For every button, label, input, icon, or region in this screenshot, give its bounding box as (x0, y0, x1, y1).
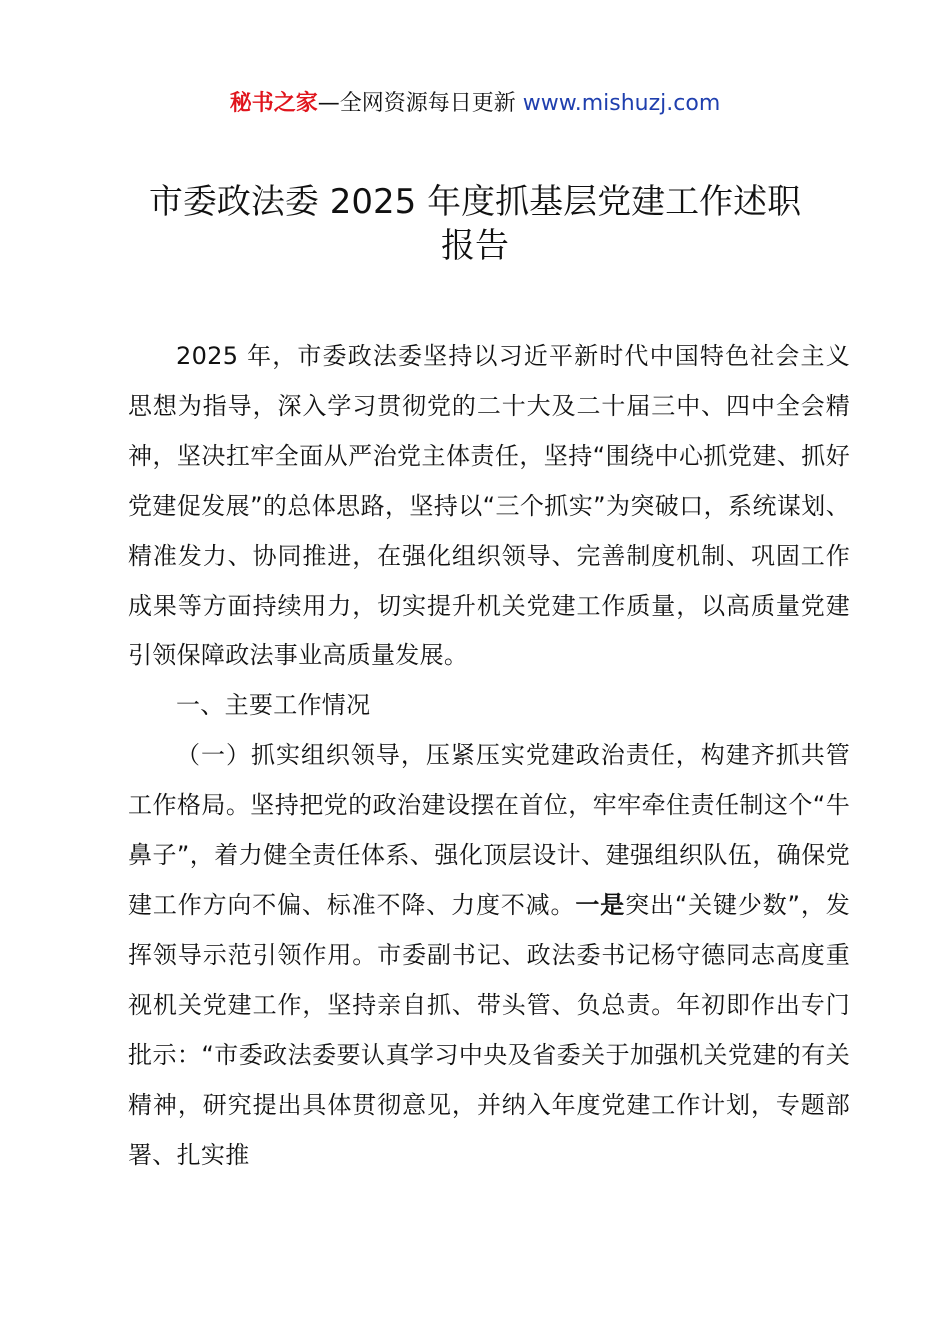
subsection-text: （一）抓实组织领导，压紧压实党建政治责任，构建齐抓共管工作格局。坚持把党的政治建设摆在首位，牢牢牵住责任制这个“牛鼻子”，着力健全责任体系、强化顶层设计、建强组织队伍，确保党建工作方向不偏、标准不降、力度不减。 (128, 741, 850, 919)
title-line-2: 报告 (441, 226, 509, 266)
intro-paragraph: 2025 年，市委政法委坚持以习近平新时代中国特色社会主义思想为指导，深入学习贯彻党的二十大及二十届三中、四中全会精神，坚决扛牢全面从严治党主体责任，坚持“围绕中心抓党建、抓好党建促发展”的总体思路，坚持以“三个抓实”为突破口，系统谋划、精准发力、协同推进，在强化组织领导、完善制度机制、巩固工作成果等方面持续用力，切实提升机关党建工作质量，以高质量党建引领保障政法事业高质量发展。 (128, 342, 850, 670)
title-line-1: 市委政法委 2025 年度抓基层党建工作述职 (148, 182, 802, 222)
subsection-paragraph-1 (128, 731, 850, 1180)
site-header (0, 88, 950, 120)
document-title (100, 180, 850, 268)
site-url-link[interactable]: www.mishuzj.com (522, 91, 721, 116)
document-body (128, 332, 850, 1180)
site-brand: 秘书之家 (229, 91, 318, 116)
point-marker-bold: 一是 (575, 890, 626, 919)
section-heading-1: 一、主要工作情况 (176, 691, 371, 720)
point-text: 突出“关键少数”，发挥领导示范引领作用。市委副书记、政法委书记杨守德同志高度重视机关党建工作，坚持亲自抓、带头管、负总责。年初即作出专门批示：“市委政法委要认真学习中央及省委关于加强机关党建的有关精神，研究提出具体贯彻意见，并纳入年度党建工作计划，专题部署、扎实推 (128, 890, 850, 1169)
site-slogan: —全网资源每日更新 (317, 91, 523, 116)
